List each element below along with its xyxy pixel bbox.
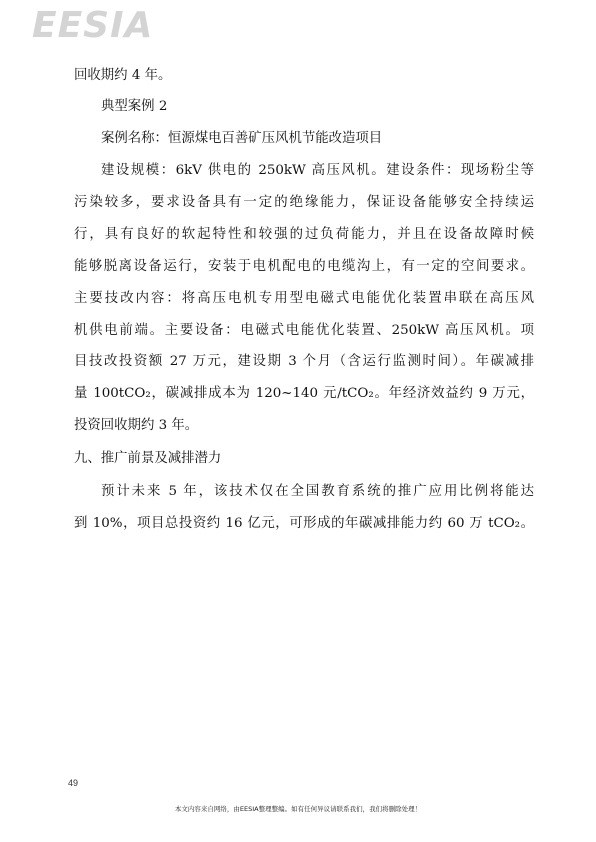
body-line: 污染较多，要求设备具有一定的绝缘能力，保证设备能够安全持续运 bbox=[74, 195, 534, 210]
copyright-notice: 本文内容来自网络，由EESIA整理整编。如有任何异议请联系我们，我们将删除处理！ bbox=[174, 805, 422, 813]
body-line: 投资回收期约 3 年。 bbox=[74, 418, 199, 433]
body-line: 到 10%，项目总投资约 16 亿元，可形成的年碳减排能力约 60 万 tCO₂。 bbox=[74, 516, 534, 531]
body-line: 行，具有良好的软起特性和较强的过负荷能力，并且在设备故障时候 bbox=[74, 227, 534, 242]
body-line: 量 100tCO₂，碳减排成本为 120~140 元/tCO₂。年经济效益约 9 万元， bbox=[74, 386, 534, 401]
body-line: 预计未来 5 年，该技术仅在全国教育系统的推广应用比例将能达 bbox=[101, 484, 534, 499]
body-line: 主要技改内容：将高压电机专用型电磁式电能优化装置串联在高压风 bbox=[74, 291, 534, 306]
body-line: 能够脱离设备运行，安装于电机配电的电缆沟上，有一定的空间要求。 bbox=[74, 259, 534, 274]
section-heading: 九、推广前景及减排潜力 bbox=[74, 451, 222, 466]
eesia-logo: EESIA bbox=[32, 5, 154, 46]
body-line: 回收期约 4 年。 bbox=[74, 68, 172, 83]
case-name: 案例名称：恒源煤电百善矿压风机节能改造项目 bbox=[101, 131, 383, 146]
body-line: 建设规模：6kV 供电的 250kW 高压风机。建设条件：现场粉尘等 bbox=[101, 163, 534, 178]
case-heading: 典型案例 2 bbox=[101, 99, 168, 114]
body-line: 机供电前端。主要设备：电磁式电能优化装置、250kW 高压风机。项 bbox=[74, 323, 534, 338]
body-line: 目技改投资额 27 万元，建设期 3 个月（含运行监测时间）。年碳减排 bbox=[74, 354, 534, 369]
page-number: 49 bbox=[68, 778, 79, 788]
